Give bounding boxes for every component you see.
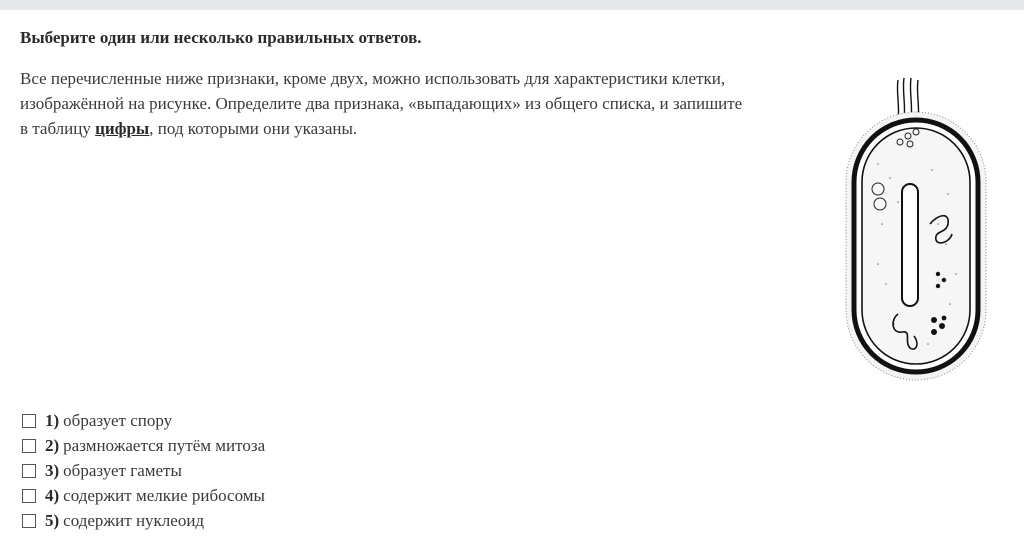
question-text-line-1: Все перечисленные ниже признаки, кроме двух, можно использовать для характеристики клетки, [20, 69, 726, 88]
answer-checkbox-5[interactable] [22, 514, 36, 528]
answer-number-5: 5) [45, 510, 60, 530]
question-text [20, 66, 808, 141]
answer-text-5: содержит нуклеоид [63, 510, 205, 530]
answer-text-2: размножается путём митоза [63, 435, 266, 455]
answer-checkbox-3[interactable] [22, 464, 36, 478]
question-text-line-2: изображённой на рисунке. Определите два признака, «выпадающих» из общего списка, и запишите [20, 94, 743, 113]
question-title: Выберите один или несколько правильных ответов. [20, 28, 422, 47]
question-text-suffix: , под которыми они указаны. [149, 119, 358, 138]
answer-options [20, 408, 265, 533]
answer-number-1: 1) [45, 410, 60, 430]
answer-number-2: 2) [45, 435, 60, 455]
question-text-prefix: в таблицу [20, 119, 96, 138]
answer-option-5[interactable] [20, 508, 265, 533]
answer-option-4[interactable] [20, 483, 265, 508]
answer-text-4: содержит мелкие рибосомы [63, 485, 265, 505]
top-bar [0, 0, 1024, 10]
answer-number-4: 4) [45, 485, 60, 505]
answer-text-1: образует спору [63, 410, 173, 430]
answer-checkbox-2[interactable] [22, 439, 36, 453]
answer-checkbox-4[interactable] [22, 489, 36, 503]
emphasis-digits: цифры [95, 119, 150, 138]
nucleoid [902, 184, 918, 306]
answer-option-1[interactable] [20, 408, 265, 433]
answer-number-3: 3) [45, 460, 60, 480]
bacterial-cell-illustration [838, 74, 994, 384]
answer-text-3: образует гаметы [63, 460, 182, 480]
answer-option-2[interactable] [20, 433, 265, 458]
answer-option-3[interactable] [20, 458, 265, 483]
answer-checkbox-1[interactable] [22, 414, 36, 428]
question-text-line-3 [20, 116, 808, 141]
